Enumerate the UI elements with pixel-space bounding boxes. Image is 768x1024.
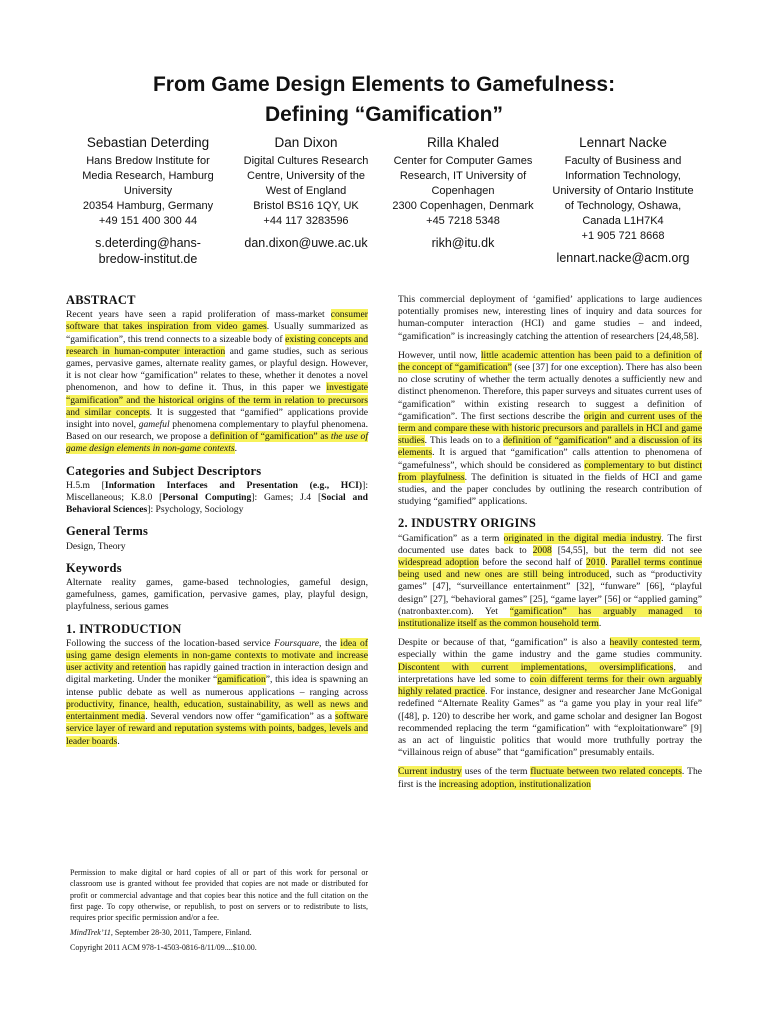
paragraph: “Gamification” as a term originated in the digital media industry. The first documented use dates back to 2008 [54,55], but the term did not see widespread adoption before the second half of 2010. Parallel terms continue being used and new ones are still being introduced, such as “productivity games” [47], “surveillance entertainment” [32], “funware” [66], “playful design” [27], “behavioral games” [25], “game layer” [56] or “applied gaming” (natronbaxter.com). Yet “gamification” has arguably managed to institutionalize itself as the common household term.	[398, 532, 702, 630]
right-column	[398, 294, 702, 798]
paragraph: However, until now, little academic attention has been paid to a definition of the concept of “gamification” (see [37] for one exception). There has also been no close scrutiny of whether the term actually denotes a sufficiently new and distinct phenomenon. Therefore, this paper surveys and situates current uses of “gamification” within existing research to suggest a definition of “gamification”. The first sections describe the origin and current uses of the term and compare these with historic precursors and parallels in HCI and game studies. This leads on to a definition of “gamification” and a discussion of its elements. It is argued that “gamification” calls attention to phenomena of “gamefulness”, which should be considered as complementary to but distinct from playfulness. The definition is situated in the fields of HCI and game studies, and the paper concludes by outlining the research contribution of studying “gamified” applications.	[398, 349, 703, 508]
keywords-text: Alternate reality games, game-based technologies, gameful design, gamefulness, games, gamification, pervasive games, play, playful design, playfulness, serious games	[66, 577, 368, 613]
author-email[interactable]: lennart.nacke@acm.org	[556, 251, 690, 265]
author-email[interactable]: s.deterding@hans- bredow-institut.de	[95, 236, 201, 266]
categories-text: H.5.m [Information Interfaces and Presentation (e.g., HCI)]: Miscellaneous; K.8.0 [Personal Computing]: Games; J.4 [Social and Behavioral Sciences]: Psychology, Sociology	[66, 479, 369, 516]
permission-notice	[70, 867, 368, 956]
author-block-2	[228, 134, 384, 251]
left-column	[66, 294, 368, 755]
abstract-heading: ABSTRACT	[66, 293, 136, 307]
author-affiliation-line: Hans Bredow Institute for	[86, 155, 210, 167]
paragraph: Current industry uses of the term fluctuate between two related concepts. The first is the increasing adoption, institutionalization	[398, 766, 703, 790]
author-affiliation-line: University	[123, 185, 173, 197]
author-name: Sebastian Deterding	[86, 135, 210, 150]
author-email[interactable]: dan.dixon@uwe.ac.uk	[244, 236, 368, 250]
author-affiliation-line: Faculty of Business and	[564, 155, 682, 167]
author-name: Rilla Khaled	[426, 135, 500, 150]
author-name: Dan Dixon	[274, 135, 338, 150]
author-affiliation-line: West of England	[265, 185, 347, 197]
abstract-text: Recent years have seen a rapid proliferation of mass-market consumer software that takes inspiration from video games. Usually summarized as “gamification”, this trend connects to a sizeable body of existing concepts and research in human-computer interaction and game studies, such as serious games, pervasive games, alternate reality games, or playful design. However, it is not clear how “gamification” relates to these, whether it denotes a novel phenomenon, and how to define it. Thus, in this paper we investigate “gamification” and the historical origins of the term in relation to precursors and similar concepts. It is suggested that “gamified” applications provide insight into novel, gameful phenomena complementary to playful phenomena. Based on our research, we propose a definition of “gamification” as the use of game design elements in non-game contexts.	[66, 309, 369, 455]
author-email[interactable]: rikh@itu.dk	[431, 236, 495, 250]
author-affiliation-line: Digital Cultures Research	[243, 155, 369, 167]
copyright-line: Copyright 2011 ACM 978-1-4503-0816-8/11/09....$10.00.	[70, 942, 257, 952]
author-address-line: 20354 Hamburg, Germany	[82, 200, 214, 212]
paper-title-line2: Defining “Gamification”	[264, 103, 503, 126]
author-block-4	[542, 134, 704, 266]
author-phone: +49 151 400 300 44	[98, 215, 198, 227]
author-affiliation-line: Information Technology,	[565, 170, 681, 182]
author-affiliation-line: of Technology, Oshawa,	[564, 200, 682, 212]
introduction-text: Following the success of the location-based service Foursquare, the idea of using game design elements in non-game contexts to motivate and increase user activity and retention has rapidly gained traction in interaction design and digital marketing. Under the moniker “gamification”, this idea is spawning an intense public debate as well as numerous applications – ranging across productivity, finance, health, education, sustainability, as well as news and entertainment media. Several vendors now offer “gamification” as a software service layer of reward and reputation systems with points, badges, levels and leader boards.	[66, 637, 368, 747]
author-phone: +44 117 3283596	[263, 215, 349, 227]
author-block-3	[384, 134, 542, 251]
author-address-line: 2300 Copenhagen, Denmark	[392, 200, 534, 212]
author-affiliation-line: University of Ontario Institute	[552, 185, 694, 197]
author-affiliation-line: Media Research, Hamburg	[82, 170, 214, 182]
general-terms-text: Design, Theory	[66, 540, 126, 552]
author-name: Lennart Nacke	[579, 135, 667, 150]
author-affiliation-line: Centre, University of the	[247, 170, 365, 182]
permission-text: Permission to make digital or hard copies of all or part of this work for personal or classroom use is granted without fee provided that copies are not made or distributed for profit or commercial advantage and that copies bear this notice and the full citation on the first page. To copy otherwise, or republish, to post on servers or to redistribute to lists, requires prior specific permission and/or a fee.	[70, 868, 368, 923]
paragraph: Despite or because of that, “gamification” is also a heavily contested term, especially within the game industry and the game studies community. Discontent with current implementations, oversimplifications, and interpretations have led some to coin different terms for their own arguably highly related practice. For instance, designer and researcher Jane McGonigal redefined “Alternate Reality Games” as “a game you play in your real life” ([48], p. 120) to describe her work, and game scholar and designer Ian Bogost recommended replacing the term “gamification” with “exploitationware” [9] as an act of linguistic politics that would more truthfully portray the “villainous reign of abuse” that “gamification” presumably entails.	[398, 637, 702, 759]
categories-heading: Categories and Subject Descriptors	[66, 463, 262, 478]
keywords-heading: Keywords	[66, 560, 122, 575]
general-terms-heading: General Terms	[66, 524, 149, 539]
author-phone: +1 905 721 8668	[581, 230, 665, 242]
venue-line: MindTrek’11, September 28-30, 2011, Tampere, Finland.	[70, 928, 252, 938]
author-address-line: Bristol BS16 1QY, UK	[253, 200, 359, 212]
author-block-1	[68, 134, 228, 267]
author-phone: +45 7218 5348	[426, 215, 500, 227]
author-affiliation-line: Research, IT University of	[399, 170, 527, 182]
author-address-line: Canada L1H7K4	[582, 215, 664, 227]
paragraph: This commercial deployment of ‘gamified’ applications to large audiences potentially promises new, interesting lines of inquiry and data sources for human-computer interaction (HCI) and game studies – and indeed, “gamification” is increasingly catching the attention of researchers [24,48,58].	[398, 294, 702, 342]
paper-title-line1: From Game Design Elements to Gamefulness:	[152, 73, 616, 96]
introduction-heading: 1. INTRODUCTION	[66, 621, 182, 636]
author-affiliation-line: Center for Computer Games	[393, 155, 533, 167]
author-affiliation-line: Copenhagen	[431, 185, 495, 197]
industry-origins-heading: 2. INDUSTRY ORIGINS	[398, 516, 536, 531]
